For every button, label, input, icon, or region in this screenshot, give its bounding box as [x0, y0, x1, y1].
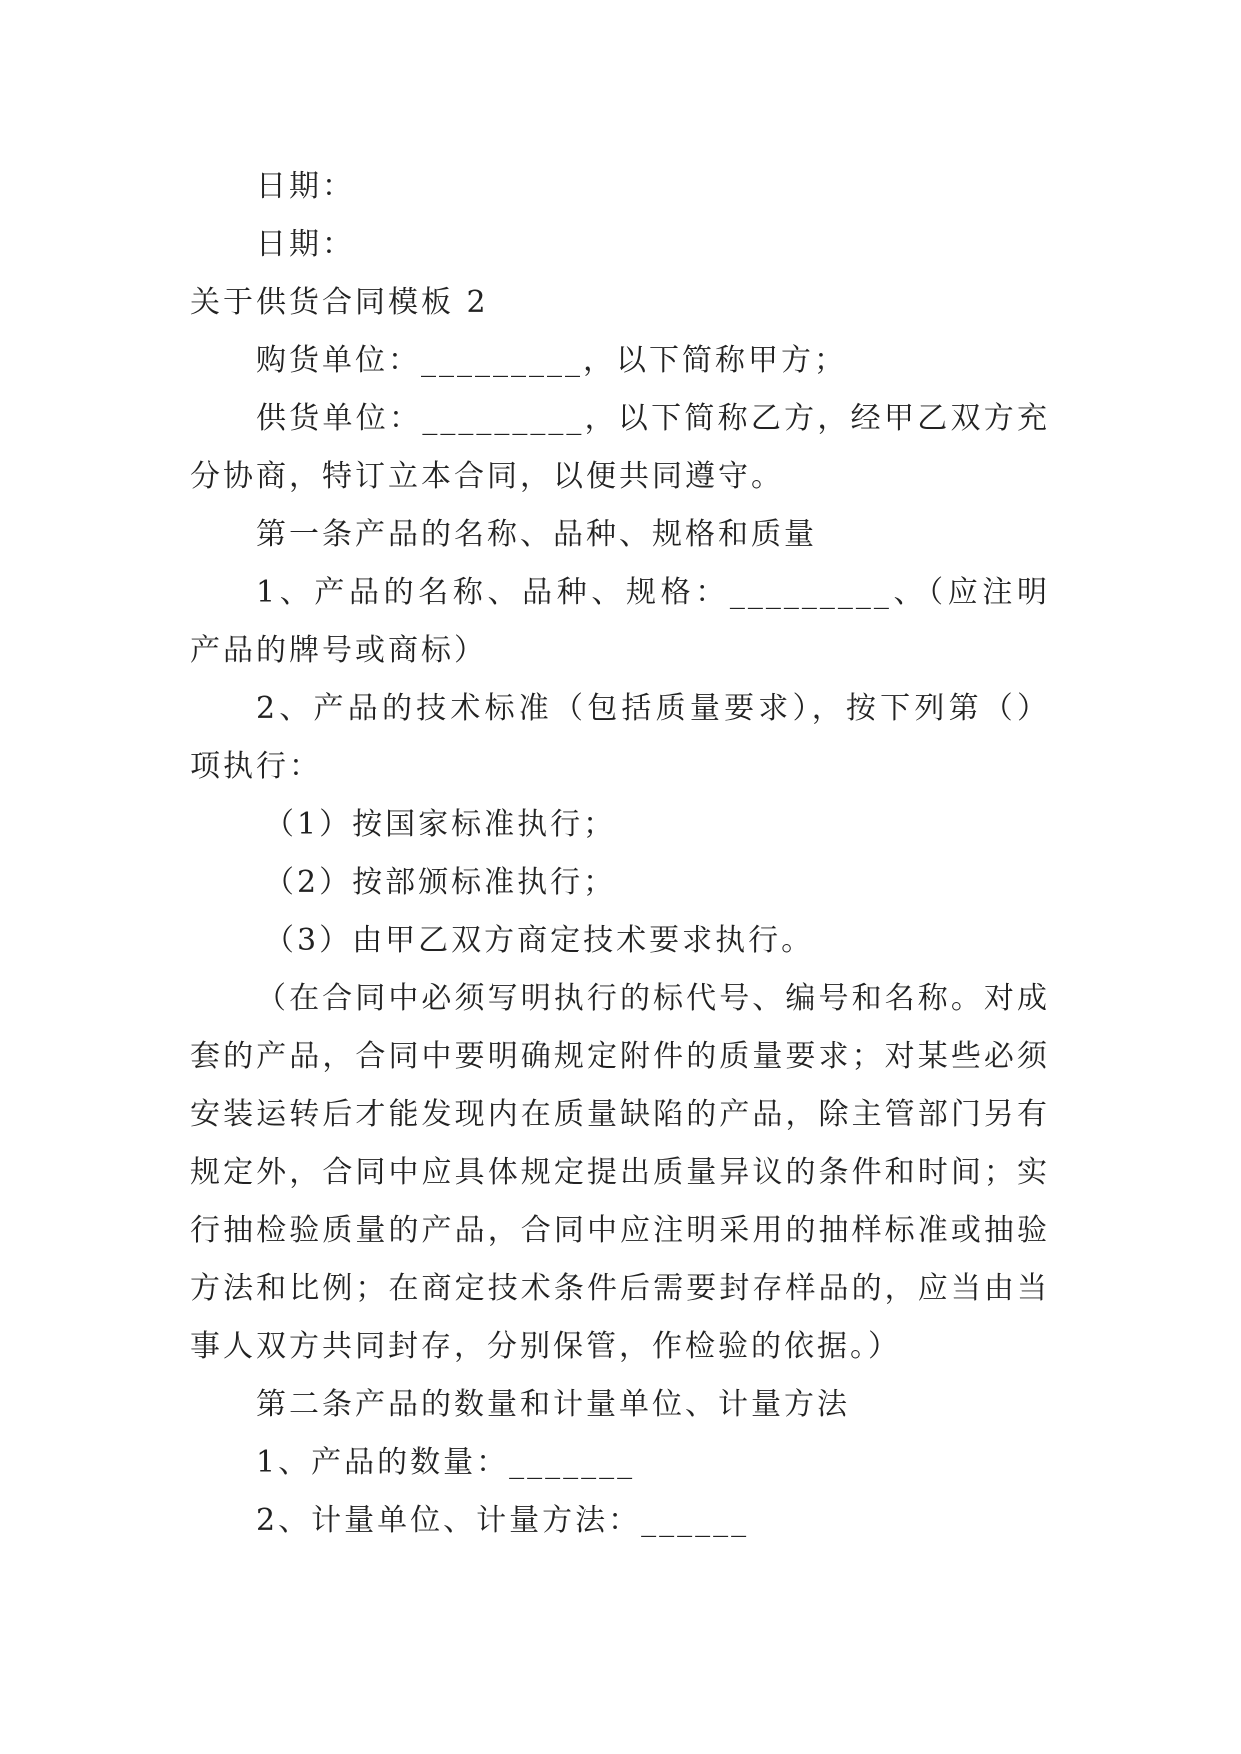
date-line-1: 日期： [256, 169, 355, 204]
article-1-heading: 第一条产品的名称、品种、规格和质量 [256, 517, 817, 552]
supplier-paragraph: 供货单位：_________，以下简称乙方，经甲乙双方充分协商，特订立本合同，以便共同遵守。 [190, 401, 1050, 494]
date-line-2: 日期： [256, 227, 355, 262]
buyer-line: 购货单位：_________，以下简称甲方； [256, 343, 847, 378]
article-1-option-3: （3）由甲乙双方商定技术要求执行。 [264, 923, 815, 958]
article-2-heading: 第二条产品的数量和计量单位、计量方法 [256, 1387, 850, 1422]
article-2-item-2: 2、计量单位、计量方法：______ [256, 1503, 750, 1538]
article-1-item-1: 1、产品的名称、品种、规格：_________、（应注明产品的牌号或商标） [190, 575, 1050, 668]
document-title: 关于供货合同模板 2 [190, 285, 489, 320]
document-body [190, 158, 1050, 1550]
article-2-item-1: 1、产品的数量：_______ [256, 1445, 636, 1480]
article-1-option-2: （2）按部颁标准执行； [264, 865, 617, 900]
article-1-option-1: （1）按国家标准执行； [264, 807, 617, 842]
article-1-note: （在合同中必须写明执行的标代号、编号和名称。对成套的产品，合同中要明确规定附件的质量要求；对某些必须安装运转后才能发现内在质量缺陷的产品，除主管部门另有规定外，合同中应具体规定提出质量异议的条件和时间；实行抽检验质量的产品，合同中应注明采用的抽样标准或抽验方法和比例；在商定技术条件后需要封存样品的，应当由当事人双方共同封存，分别保管，作检验的依据。） [190, 981, 1050, 1364]
article-1-item-2: 2、产品的技术标准（包括质量要求），按下列第（）项执行： [190, 691, 1050, 784]
